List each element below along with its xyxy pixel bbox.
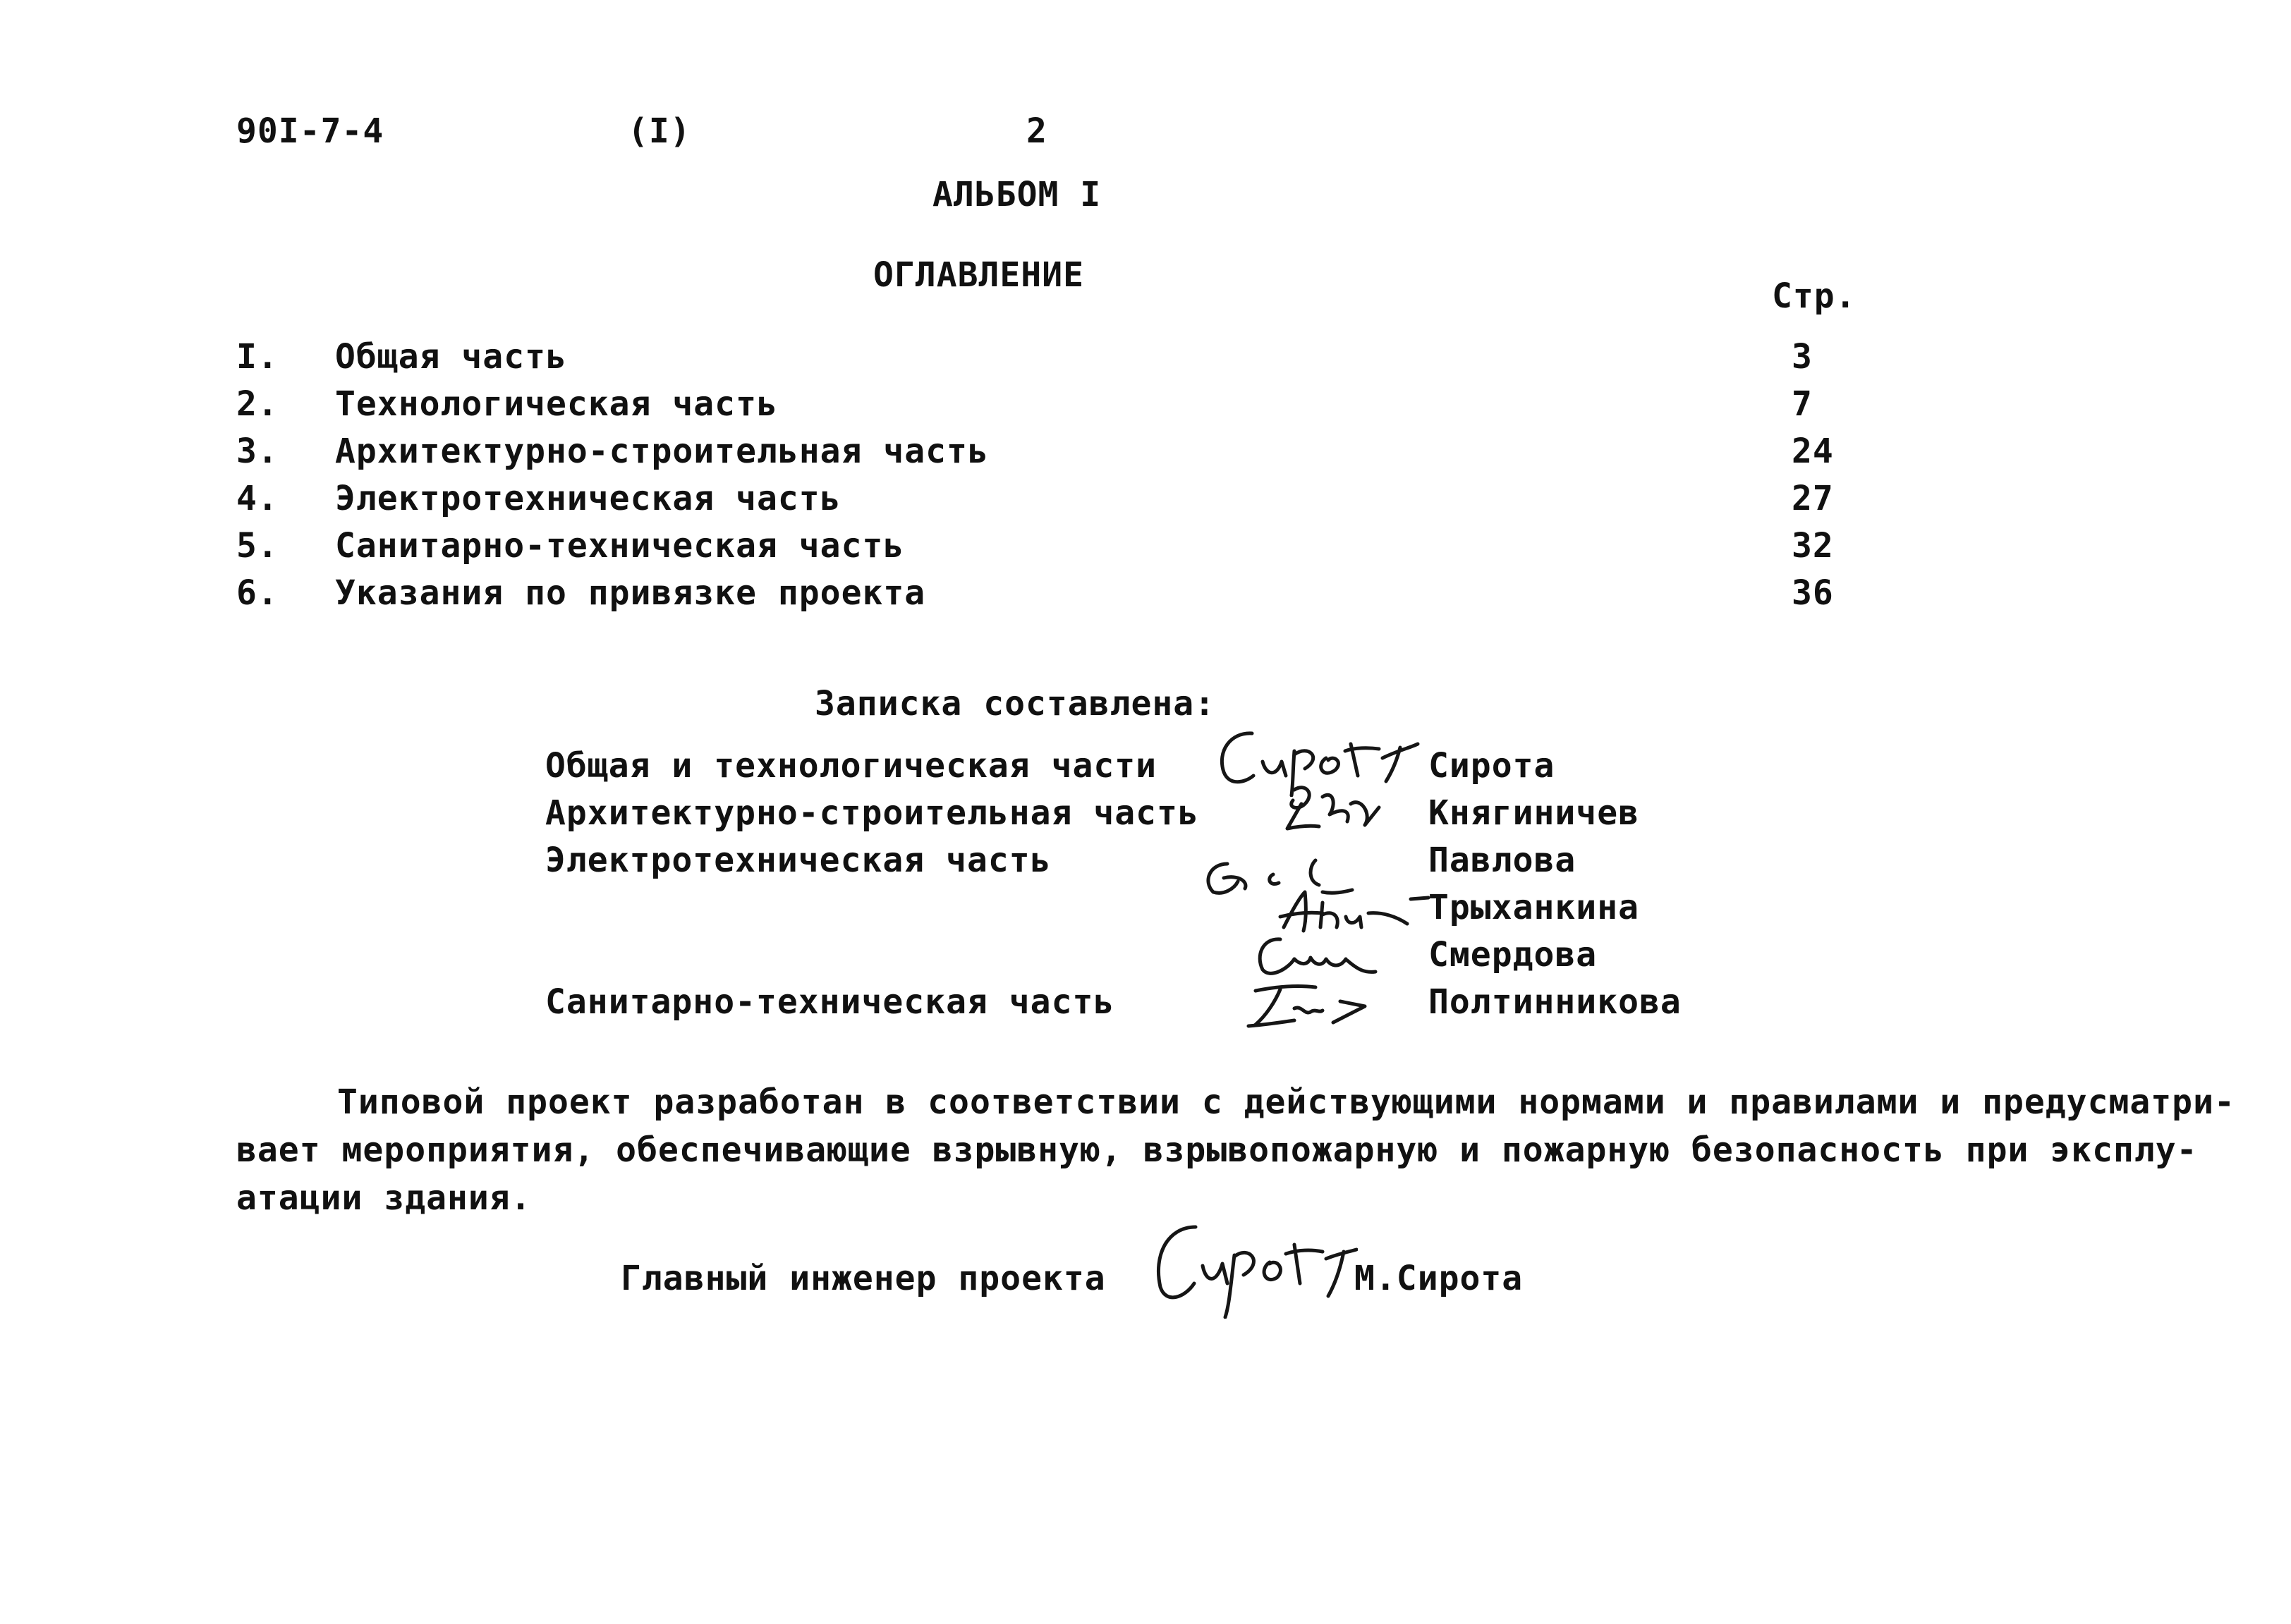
toc-page-column-header: Стр.: [1772, 276, 1857, 316]
signature-smerdova: [1241, 931, 1382, 984]
page-number: 2: [1026, 111, 1047, 151]
toc-title: ОГЛАВЛЕНИЕ: [873, 255, 1084, 295]
toc-item-title: Указания по привязке проекта: [335, 573, 926, 613]
document-code: 90I-7-4: [236, 111, 384, 151]
statement-line: атации здания.: [236, 1178, 532, 1218]
author-section: Электротехническая часть: [545, 841, 1052, 880]
statement-line: вает мероприятия, обеспечивающие взрывную, взрывопожарную и пожарную безопасность при эксплу-: [236, 1130, 2198, 1170]
toc-item-number: 2.: [236, 384, 279, 424]
author-section: Санитарно-техническая часть: [545, 982, 1115, 1022]
toc-item-title: Общая часть: [335, 337, 567, 377]
author-name: Павлова: [1428, 841, 1576, 880]
author-section: Общая и технологическая части: [545, 746, 1157, 786]
toc-item-number: 3.: [236, 432, 279, 471]
chief-engineer-label: Главный инженер проекта: [621, 1259, 1106, 1298]
toc-item-number: I.: [236, 337, 279, 377]
toc-item-page: 36: [1792, 573, 1834, 613]
toc-item-number: 6.: [236, 573, 279, 613]
author-name: Трыханкина: [1428, 888, 1639, 927]
volume-number: (I): [628, 111, 691, 151]
author-name: Полтинникова: [1428, 982, 1682, 1022]
album-title: АЛЬБОМ I: [932, 175, 1102, 214]
author-section: Архитектурно-строительная часть: [545, 793, 1199, 833]
signature-chief-engineer: [1146, 1213, 1358, 1319]
toc-item-page: 7: [1792, 384, 1813, 424]
toc-item-title: Технологическая часть: [335, 384, 778, 424]
toc-item-title: Санитарно-техническая часть: [335, 526, 905, 566]
toc-item-title: Электротехническая часть: [335, 479, 841, 518]
toc-item-number: 4.: [236, 479, 279, 518]
statement-line: Типовой проект разработан в соответствии с действующими нормами и правилами и предусматри-: [337, 1082, 2235, 1122]
signature-knyaginichev: [1266, 776, 1393, 839]
toc-item-title: Архитектурно-строительная часть: [335, 432, 989, 471]
toc-item-page: 3: [1792, 337, 1813, 377]
author-name: Сирота: [1428, 746, 1555, 786]
toc-item-page: 32: [1792, 526, 1834, 566]
signature-poltinnikova: [1227, 977, 1382, 1033]
authors-heading: Записка составлена:: [815, 684, 1216, 724]
chief-engineer-name: М.Сирота: [1354, 1259, 1524, 1298]
author-name: Смердова: [1428, 935, 1598, 975]
toc-item-number: 5.: [236, 526, 279, 566]
toc-item-page: 24: [1792, 432, 1834, 471]
author-name: Княгиничев: [1428, 793, 1639, 833]
toc-item-page: 27: [1792, 479, 1834, 518]
